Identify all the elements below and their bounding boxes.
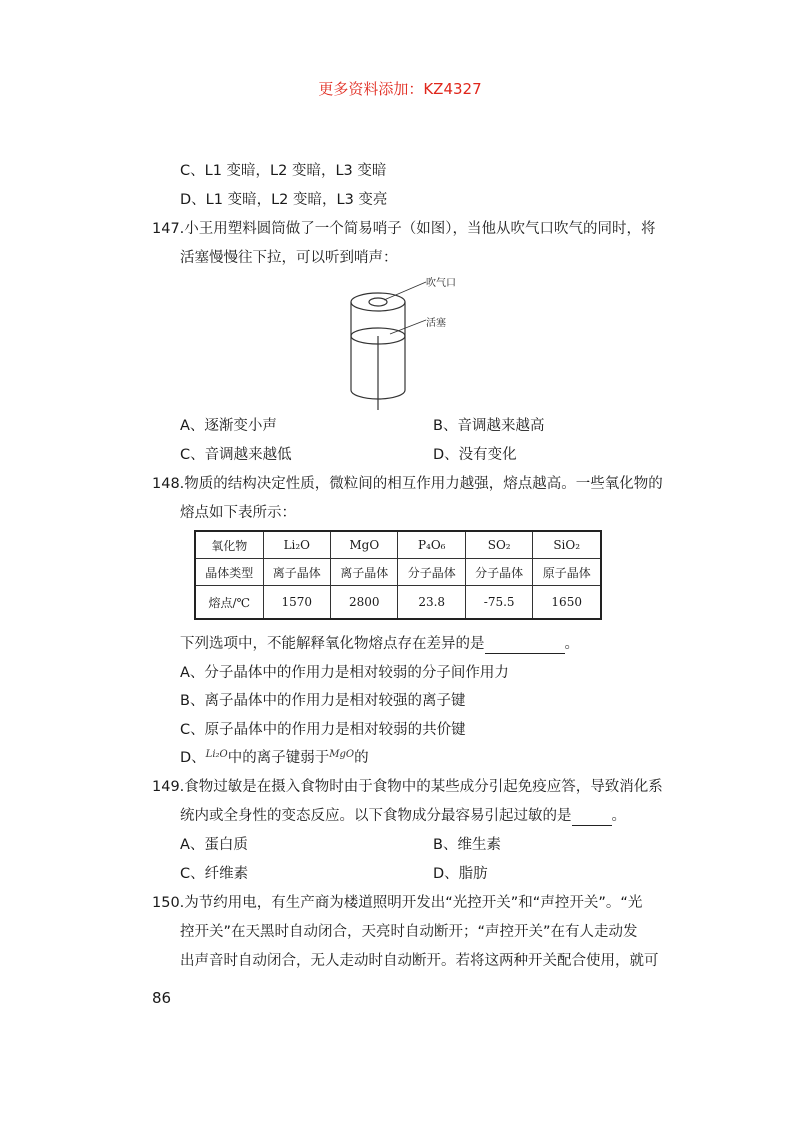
table-cell: 1650: [533, 586, 601, 620]
answer-blank: [572, 809, 612, 826]
table-cell: 离子晶体: [263, 559, 330, 586]
q148-option-d-suffix: 的: [354, 750, 369, 766]
table-cell: 离子晶体: [331, 559, 398, 586]
q148-stem-line2: 熔点如下表所示：: [180, 505, 296, 521]
table-cell: 2800: [331, 586, 398, 620]
q147-option-c: C、音调越来越低: [180, 447, 292, 463]
q148-prompt-text: 下列选项中，不能解释氧化物熔点存在差异的是: [180, 636, 485, 652]
q149-option-b: B、维生素: [433, 837, 501, 853]
table-cell: -75.5: [465, 586, 532, 620]
formula-mgo: MgO: [329, 749, 355, 760]
table-cell: 晶体类型: [195, 559, 263, 586]
table-row-crystal-type: [195, 559, 601, 586]
table-cell: 原子晶体: [533, 559, 601, 586]
q147-option-b: B、音调越来越高: [433, 418, 545, 434]
q147-option-d: D、没有变化: [433, 447, 517, 463]
table-cell: MgO: [331, 531, 398, 559]
q148-option-c: C、原子晶体中的作用力是相对较弱的共价键: [180, 722, 466, 738]
q149-stem-end: 。: [611, 808, 626, 824]
q148-option-d: [180, 748, 369, 770]
q150-stem-line1: 150.为节约用电，有生产商为楼道照明开发出“光控开关”和“声控开关”。“光: [152, 895, 643, 911]
table-cell: 23.8: [398, 586, 465, 620]
figure-label-piston: 活塞: [426, 318, 446, 329]
q149-option-d: D、脂肪: [433, 866, 488, 882]
q147-stem-line2: 活塞慢慢往下拉，可以听到哨声：: [180, 250, 398, 266]
table-cell: SO₂: [465, 531, 532, 559]
q148-option-d-middle: 中的离子键弱于: [227, 750, 330, 766]
q147-stem-line1: 147.小王用塑料圆筒做了一个简易哨子（如图），当他从吹气口吹气的同时，将: [152, 221, 656, 237]
q149-option-c: C、纤维素: [180, 866, 249, 882]
table-row-melting-point: [195, 586, 601, 620]
q148-option-d-prefix: D、: [180, 750, 206, 766]
table-cell: 分子晶体: [465, 559, 532, 586]
answer-blank: [485, 637, 565, 654]
table-cell: 1570: [263, 586, 330, 620]
table-cell: Li₂O: [263, 531, 330, 559]
q146-option-c: C、L1 变暗，L2 变暗，L3 变暗: [180, 163, 387, 179]
table-cell: 分子晶体: [398, 559, 465, 586]
header-contact-note: 更多资料添加：KZ4327: [318, 80, 482, 98]
formula-li2o: Li₂O: [205, 749, 228, 760]
q149-option-a: A、蛋白质: [180, 837, 248, 853]
table-cell: 氧化物: [195, 531, 263, 559]
table-cell: 熔点/℃: [195, 586, 263, 620]
whistle-cylinder-diagram: [340, 268, 480, 416]
q146-option-d: D、L1 变暗，L2 变暗，L3 变亮: [180, 192, 388, 208]
q149-stem-line2: [180, 806, 626, 826]
q149-stem-line1: 149.食物过敏是在摄入食物时由于食物中的某些成分引起免疫应答，导致消化系: [152, 779, 663, 795]
table-cell: P₄O₆: [398, 531, 465, 559]
q147-option-a: A、逐渐变小声: [180, 418, 277, 434]
page-number: 86: [152, 989, 172, 1007]
table-cell: SiO₂: [533, 531, 601, 559]
q150-stem-line2: 控开关”在天黑时自动闭合，天亮时自动断开；“声控开关”在有人走动发: [180, 924, 638, 940]
q149-stem-text: 统内或全身性的变态反应。以下食物成分最容易引起过敏的是: [180, 808, 572, 824]
q148-prompt: [180, 634, 579, 654]
table-row-header: [195, 531, 601, 559]
q148-option-a: A、分子晶体中的作用力是相对较弱的分子间作用力: [180, 665, 509, 681]
whistle-cylinder-figure: [340, 268, 480, 416]
oxide-melting-point-table: [194, 530, 602, 620]
q150-stem-line3: 出声音时自动闭合，无人走动时自动断开。若将这两种开关配合使用，就可: [180, 953, 659, 969]
q148-stem-line1: 148.物质的结构决定性质，微粒间的相互作用力越强，熔点越高。一些氧化物的: [152, 476, 663, 492]
q148-prompt-end: 。: [564, 636, 579, 652]
q148-option-b: B、离子晶体中的作用力是相对较强的离子键: [180, 693, 466, 709]
figure-label-mouthpiece: 吹气口: [426, 278, 456, 289]
